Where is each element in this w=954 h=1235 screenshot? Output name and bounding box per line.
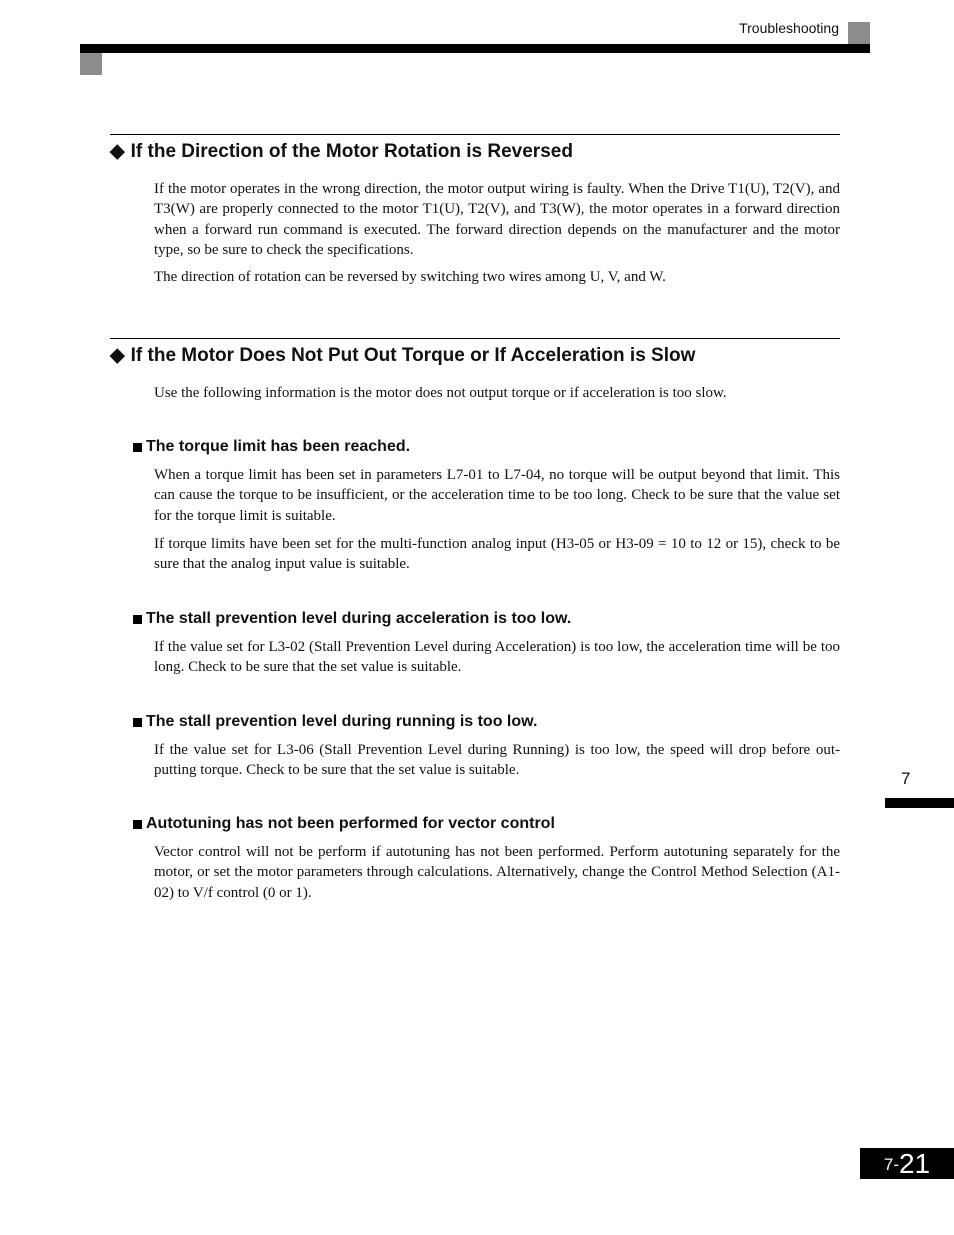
paragraph: When a torque limit has been set in parameters L7-01 to L7-04, no torque will be output beyond that limit. This can cause the torque to be insufficient, or the acceleration time to be too long. Check to be sure that the value set for the torque limit is suitable. xyxy=(154,467,840,524)
section-heading-text: If the Motor Does Not Put Out Torque or If Acceleration is Slow xyxy=(130,345,696,366)
subsection-heading xyxy=(133,609,571,629)
section-divider xyxy=(110,134,840,135)
subsection-heading-text: The stall prevention level during running is too low. xyxy=(146,713,538,730)
running-header: Troubleshooting xyxy=(739,20,839,36)
subsection-heading xyxy=(133,712,537,732)
section-direction-reversed xyxy=(110,134,840,163)
header-marker-right xyxy=(848,22,870,44)
page-number-prefix: 7- xyxy=(883,1155,899,1174)
subsection-heading-text: Autotuning has not been performed for vector control xyxy=(146,815,555,832)
diamond-bullet-icon: ◆ xyxy=(110,141,125,162)
subsection-heading-text: The stall prevention level during acceleration is too low. xyxy=(146,610,572,627)
subsection-heading xyxy=(133,814,555,834)
paragraph: Vector control will not be perform if autotuning has not been performed. Perform autotuning separately for the motor, or set the motor parameters through calculations. Alternatively, change the Control Method Selection (A1-02) to V/f control (0 or 1). xyxy=(154,844,840,901)
subsection-heading-text: The torque limit has been reached. xyxy=(146,438,411,455)
paragraph: If the motor operates in the wrong direction, the motor output wiring is faulty. When the Drive T1(U), T2(V), and T3(W) are properly connected to the motor T1(U), T2(V), and T3(W), the motor operates in a forward direction when a forward run command is executed. The forward direction depends on the manufacturer and the motor type, so be sure to check the specifications. xyxy=(154,181,840,258)
paragraph: If torque limits have been set for the multi-function analog input (H3-05 or H3-09 = 10 to 12 or 15), check to be sure that the analog input value is suitable. xyxy=(154,536,840,573)
chapter-tab-bar xyxy=(885,798,954,808)
section-heading xyxy=(110,141,840,163)
square-bullet-icon xyxy=(133,820,142,829)
section-heading xyxy=(110,345,840,367)
paragraph: If the value set for L3-06 (Stall Prevention Level during Running) is too low, the speed will drop before out-putting torque. Check to be sure that the set value is suitable. xyxy=(154,742,840,779)
section-heading-text: If the Direction of the Motor Rotation is Reversed xyxy=(130,141,573,162)
paragraph: The direction of rotation can be reversed by switching two wires among U, V, and W. xyxy=(154,269,666,285)
subsection-heading xyxy=(133,437,410,457)
header-rule xyxy=(80,44,870,53)
chapter-number: 7 xyxy=(901,769,911,788)
diamond-bullet-icon: ◆ xyxy=(110,345,125,366)
page-number: 21 xyxy=(898,1148,931,1179)
header-marker-left xyxy=(80,53,102,75)
page-number-box xyxy=(860,1148,954,1179)
square-bullet-icon xyxy=(133,443,142,452)
square-bullet-icon xyxy=(133,718,142,727)
square-bullet-icon xyxy=(133,615,142,624)
paragraph: If the value set for L3-02 (Stall Prevention Level during Acceleration) is too low, the acceleration time will be too long. Check to be sure that the set value is suitable. xyxy=(154,639,840,676)
section-no-torque xyxy=(110,338,840,367)
section-intro: Use the following information is the motor does not output torque or if acceleration is too slow. xyxy=(154,385,727,401)
section-divider xyxy=(110,338,840,339)
